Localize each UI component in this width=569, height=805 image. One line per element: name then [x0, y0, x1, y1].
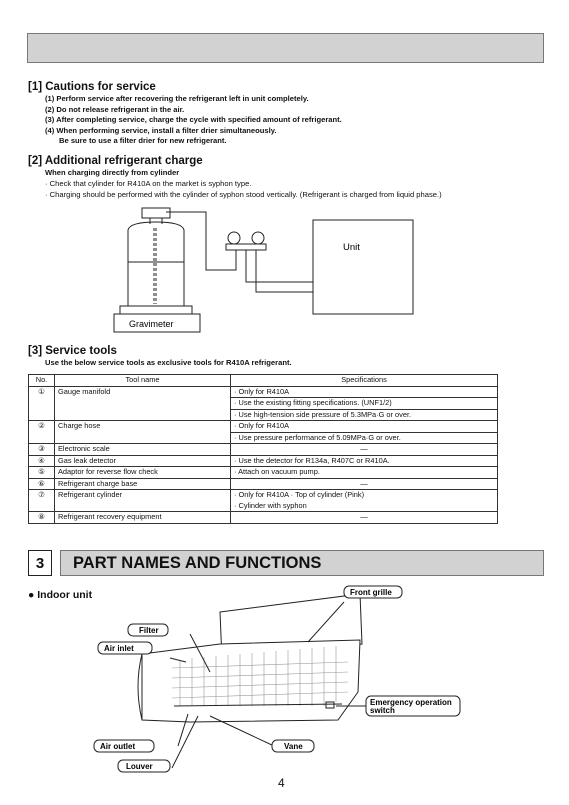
charge-heading: [2] Additional refrigerant charge: [28, 155, 203, 167]
table-row: ⑦ Refrigerant cylinder · Only for R410A · Top of cylinder (Pink): [29, 490, 498, 501]
unit-box: [313, 220, 413, 314]
cautions-heading: [1] Cautions for service: [28, 81, 156, 93]
table-row: ⑤ Adaptor for reverse flow check · Attach on vacuum pump.: [29, 467, 498, 479]
caution-item: (3) After completing service, charge the cycle with specified amount of refrigerant.: [45, 115, 342, 124]
gravimeter-label: Gravimeter: [129, 319, 174, 329]
charge-note: · Charging should be performed with the cylinder of syphon stood vertically. (Refrigerant is charged from liquid phase.): [45, 189, 442, 199]
chapter-title: PART NAMES AND FUNCTIONS: [73, 554, 322, 572]
charge-subheading: When charging directly from cylinder: [45, 168, 180, 177]
air-inlet-label: Air inlet: [104, 644, 134, 653]
indoor-unit-subtitle: ● Indoor unit: [28, 589, 93, 601]
table-row: ② Charge hose · Only for R410A: [29, 421, 498, 433]
tools-heading: [3] Service tools: [28, 345, 117, 357]
louver-label: Louver: [126, 762, 153, 771]
table-row: ③ Electronic scale —: [29, 444, 498, 456]
table-row: · Use pressure performance of 5.09MPa·G or over.: [29, 432, 498, 444]
header-bar: [27, 33, 544, 63]
table-row: ① Gauge manifold · Only for R410A: [29, 386, 498, 398]
table-row: · Use high-tension side pressure of 5.3MPa·G or over.: [29, 409, 498, 421]
caution-item: (1) Perform service after recovering the refrigerant left in unit completely.: [45, 94, 309, 103]
scale-platform: [120, 306, 192, 314]
unit-body: [142, 640, 360, 722]
caution-item: (4) When performing service, install a filter drier simultaneously.: [45, 125, 277, 135]
manifold-body: [226, 244, 266, 250]
charge-note: · Check that cylinder for R410A on the market is syphon type.: [45, 179, 252, 188]
table-row: · Use the existing fitting specifications. (UNF1/2): [29, 398, 498, 410]
tools-subheading: Use the below service tools as exclusive tools for R410A refrigerant.: [45, 358, 292, 367]
charging-diagram: [100, 200, 460, 340]
filter-label: Filter: [139, 626, 159, 635]
table-row: · Cylinder with syphon: [29, 501, 498, 512]
column-header: Tool name: [55, 375, 231, 387]
front-grille-label: Front grille: [350, 588, 392, 597]
service-tools-table: [28, 374, 498, 524]
gauge-right: [252, 232, 264, 244]
table-row: ④ Gas leak detector · Use the detector for R134a, R407C or R410A.: [29, 455, 498, 467]
cylinder-valve: [142, 208, 170, 218]
column-header: Specifications: [231, 375, 498, 387]
cautions-list: [45, 94, 342, 147]
charge-notes: [45, 179, 442, 200]
column-header: No.: [29, 375, 55, 387]
chapter-title-bar: [60, 550, 544, 576]
vane-label: Vane: [284, 742, 303, 751]
charge-hose: [166, 212, 236, 270]
page-number: 4: [278, 776, 285, 790]
unit-label: Unit: [343, 242, 360, 253]
caution-item: Be sure to use a filter drier for new refrigerant.: [59, 136, 227, 145]
caution-item: (2) Do not release refrigerant in the air.: [45, 104, 185, 114]
emergency-label-1: Emergency operation: [370, 698, 452, 707]
table-row: ⑧ Refrigerant recovery equipment —: [29, 512, 498, 524]
table-header-row: [29, 375, 498, 387]
air-outlet-label: Air outlet: [100, 742, 136, 751]
table-row: ⑥ Refrigerant charge base —: [29, 478, 498, 490]
indoor-unit-diagram: [80, 582, 480, 774]
gauge-left: [228, 232, 240, 244]
side-panel: [138, 654, 142, 720]
chapter-number: 3: [28, 550, 52, 576]
emergency-label-2: switch: [370, 706, 395, 715]
